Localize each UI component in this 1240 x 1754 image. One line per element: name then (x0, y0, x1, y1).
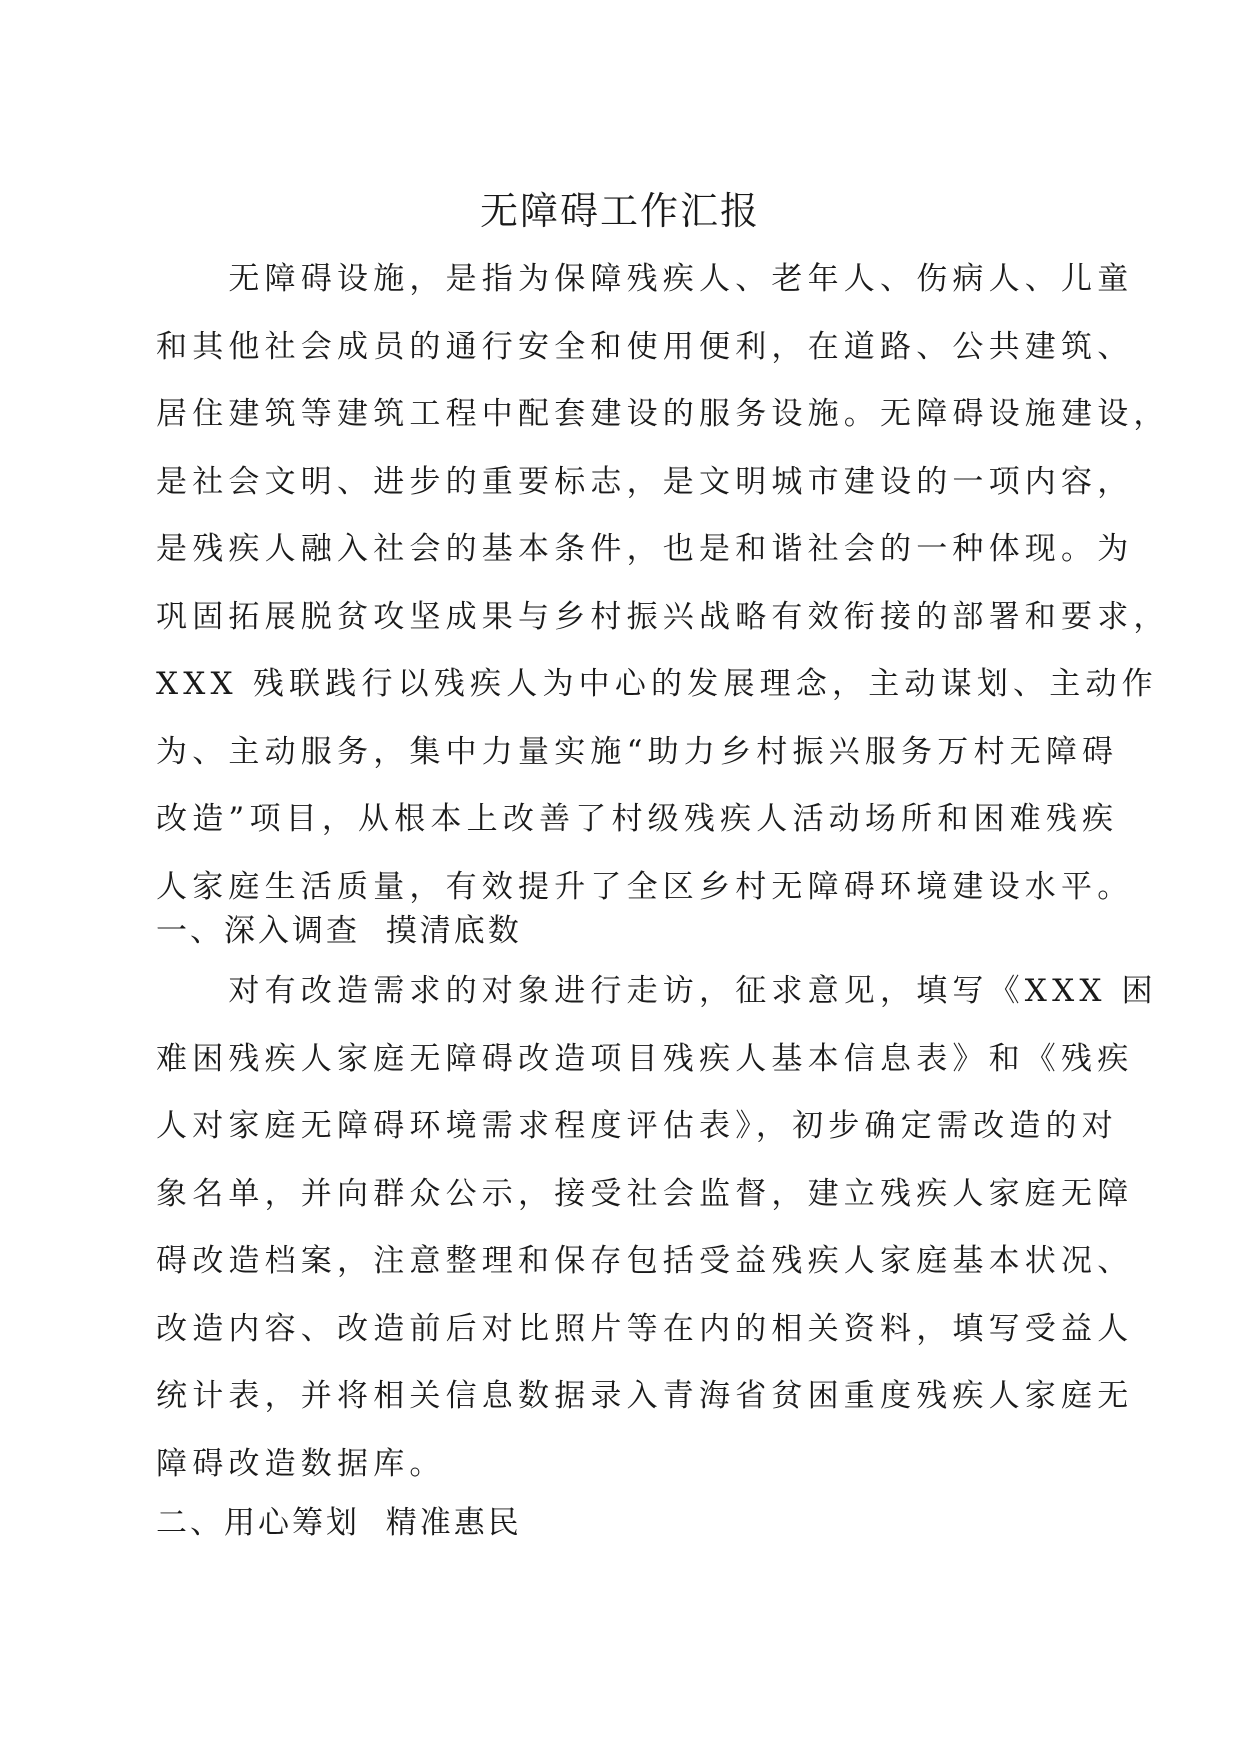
document-title: 无障碍工作汇报 (479, 189, 760, 233)
section-heading-2: 二、用心筹划 精准惠民 (156, 1505, 522, 1541)
paragraph-line: 改造”项目，从根本上改善了村级残疾人活动场所和困难残疾 (156, 801, 1119, 837)
paragraph-line: 碍改造档案，注意整理和保存包括受益残疾人家庭基本状况、 (156, 1243, 1134, 1279)
paragraph-line: 为、主动服务，集中力量实施“助力乡村振兴服务万村无障碍 (156, 733, 1119, 770)
paragraph-line: 统计表，并将相关信息数据录入青海省贫困重度残疾人家庭无 (156, 1378, 1134, 1414)
paragraph-line: 象名单，并向群众公示，接受社会监督，建立残疾人家庭无障 (156, 1175, 1134, 1212)
paragraph-line: 障碍改造数据库。 (156, 1445, 446, 1482)
paragraph-line: 是社会文明、进步的重要标志，是文明城市建设的一项内容， (156, 463, 1134, 500)
paragraph-line: 难困残疾人家庭无障碍改造项目残疾人基本信息表》和《残疾 (156, 1040, 1134, 1077)
paragraph-line: 对有改造需求的对象进行走访，征求意见，填写《XXX 困 (156, 973, 1158, 1009)
paragraph-line: 居住建筑等建筑工程中配套建设的服务设施。无障碍设施建设， (156, 396, 1170, 432)
paragraph-line: 人家庭生活质量，有效提升了全区乡村无障碍环境建设水平。 (156, 868, 1134, 905)
paragraph-line: 无障碍设施，是指为保障残疾人、老年人、伤病人、儿童 (156, 261, 1134, 297)
section-heading-1: 一、深入调查 摸清底数 (156, 913, 522, 949)
paragraph-line: 巩固拓展脱贫攻坚成果与乡村振兴战略有效衔接的部署和要求， (156, 598, 1170, 635)
paragraph-line: XXX 残联践行以残疾人为中心的发展理念，主动谋划、主动作 (156, 666, 1158, 702)
paragraph-line: 和其他社会成员的通行安全和使用便利，在道路、公共建筑、 (156, 328, 1134, 365)
paragraph-line: 人对家庭无障碍环境需求程度评估表》，初步确定需改造的对 (156, 1108, 1118, 1144)
paragraph-line: 改造内容、改造前后对比照片等在内的相关资料，填写受益人 (156, 1310, 1134, 1347)
section-1-paragraph (156, 958, 1158, 1498)
paragraph-line: 是残疾人融入社会的基本条件，也是和谐社会的一种体现。为 (156, 531, 1134, 567)
intro-paragraph (156, 246, 1170, 921)
